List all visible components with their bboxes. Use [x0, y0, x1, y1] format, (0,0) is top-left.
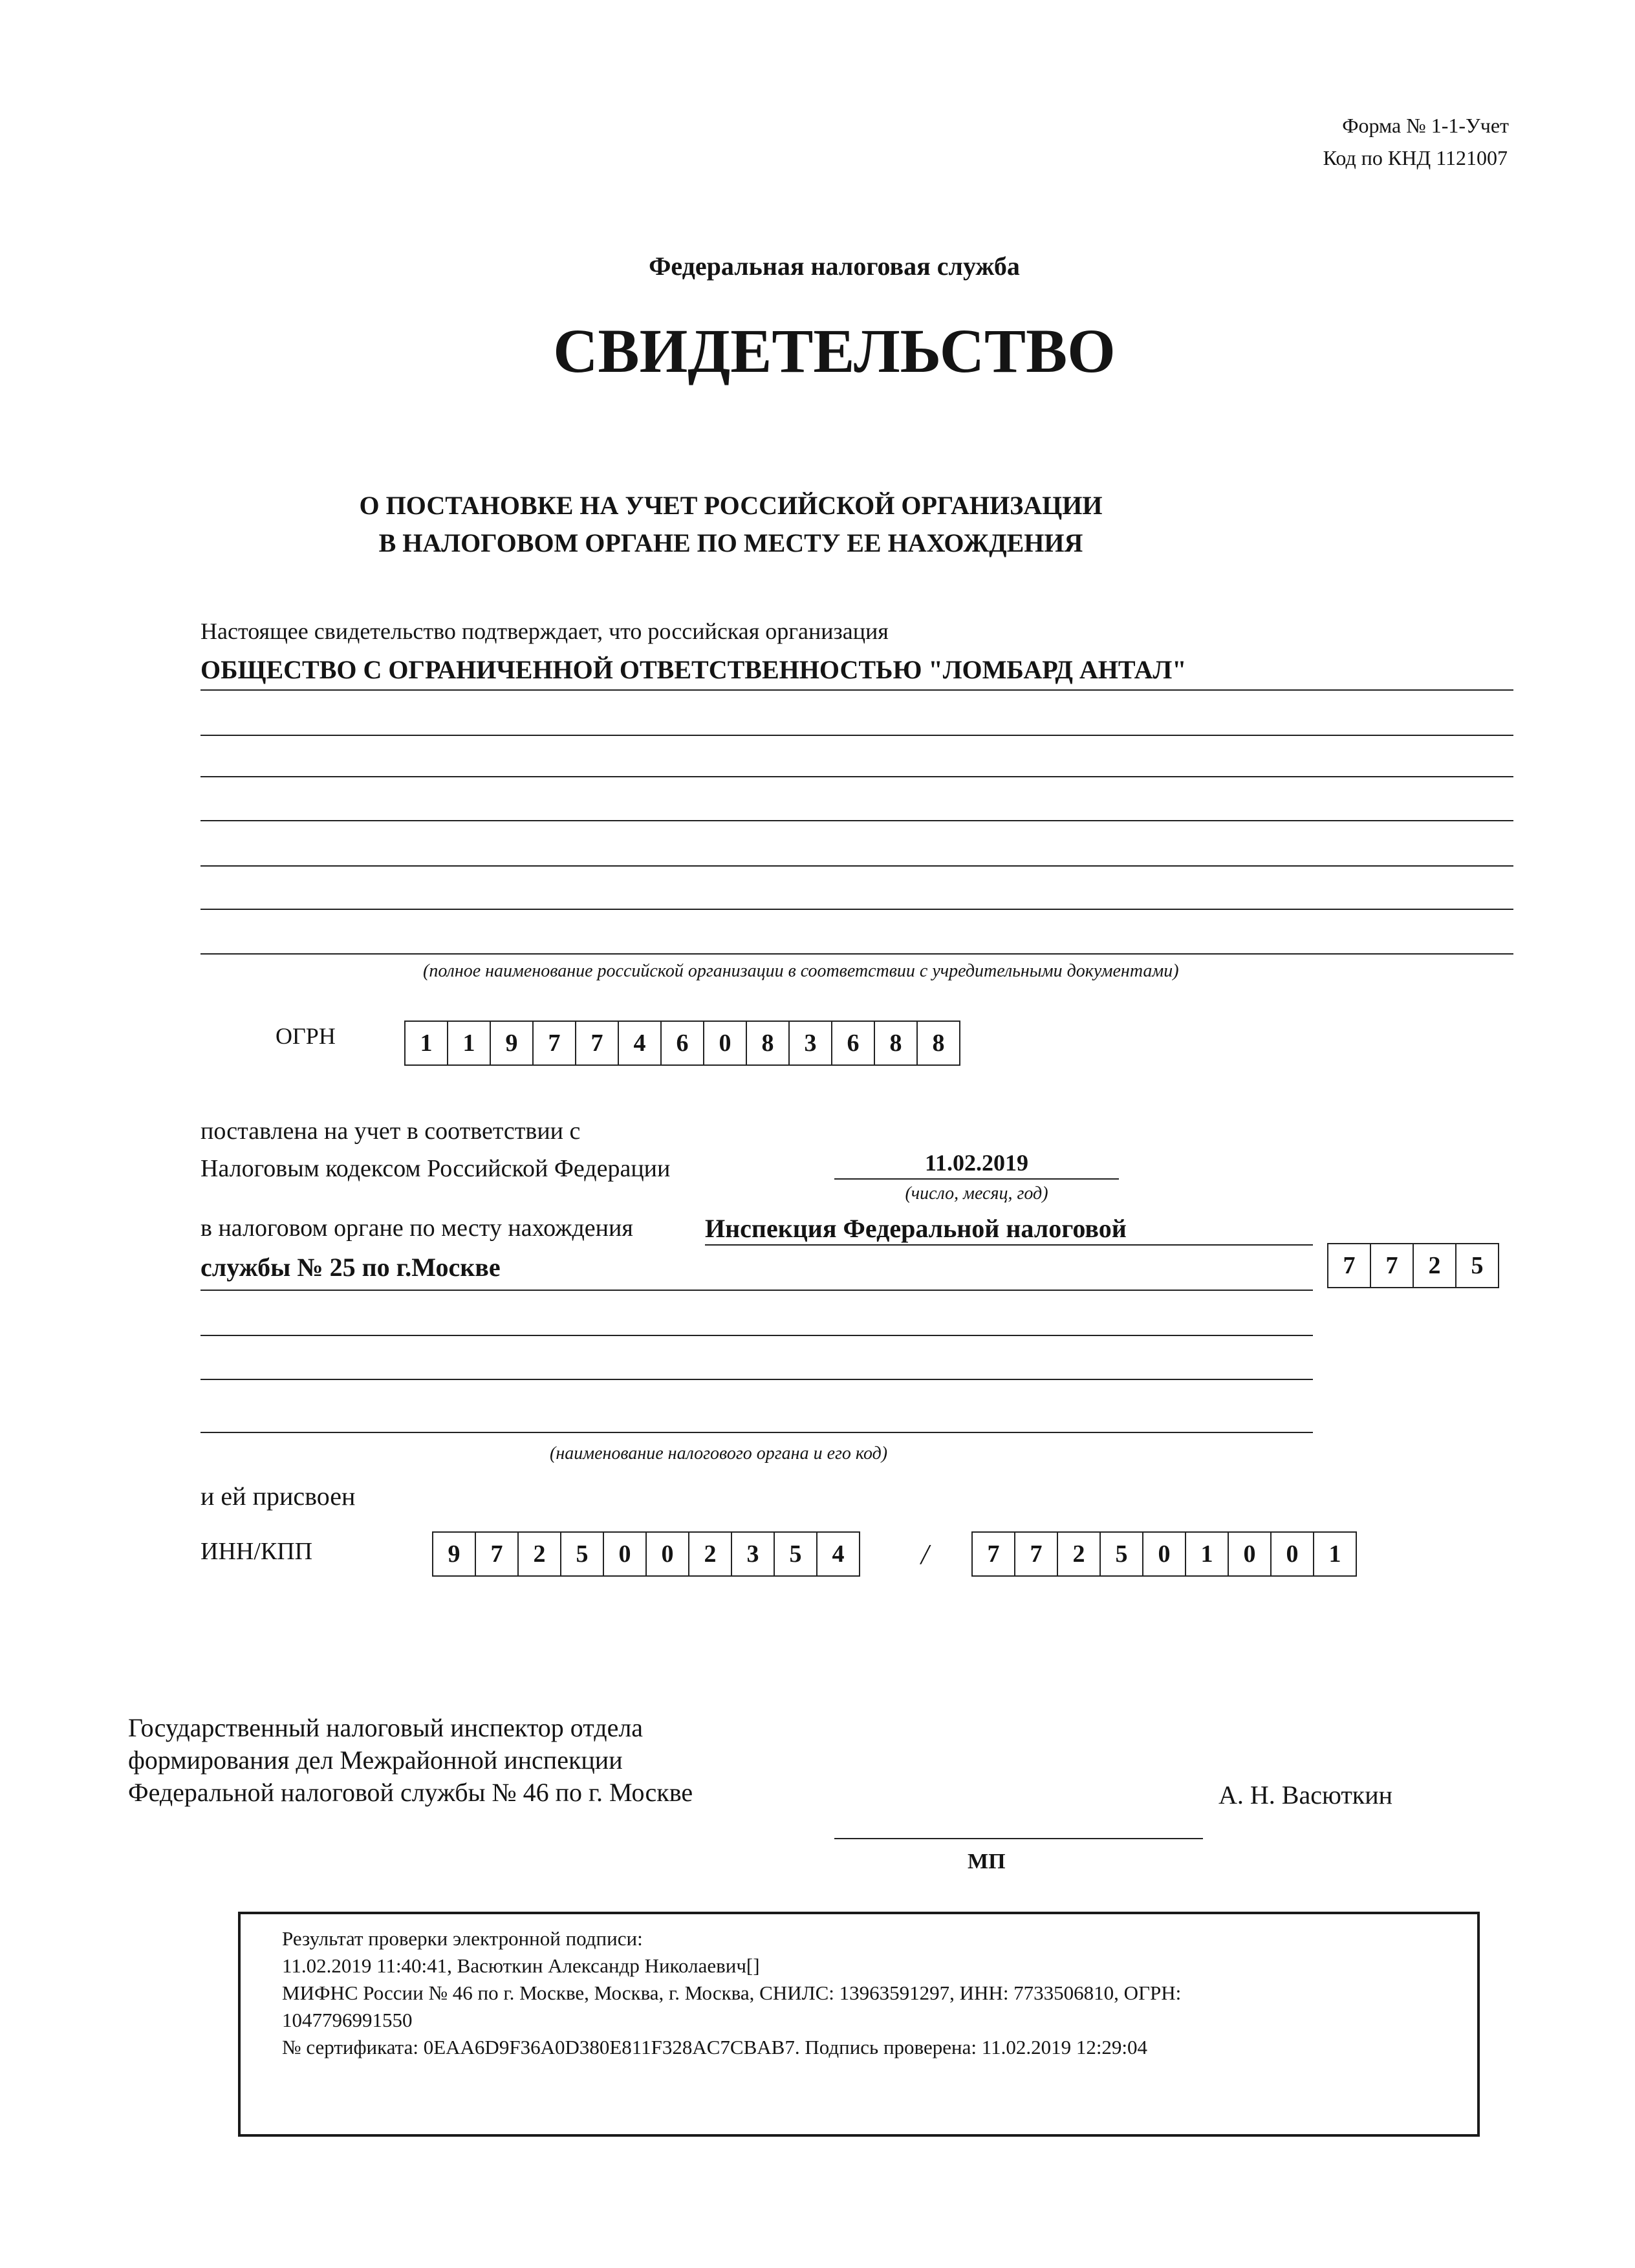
signature-check-line-1: Результат проверки электронной подписи:	[282, 1927, 643, 1950]
signature-check-line-5: № сертификата: 0EAA6D9F36A0D380E811F328AC7CBAB7. Подпись проверена: 11.02.2019 12:29:04	[282, 2036, 1148, 2058]
tax-line-0	[705, 1244, 1313, 1246]
org-line-5	[200, 865, 1513, 867]
inn-digit: 5	[560, 1531, 604, 1577]
assigned-label: и ей присвоен	[200, 1482, 356, 1511]
inn-digit: 9	[432, 1531, 476, 1577]
tax-code-digit: 7	[1370, 1243, 1414, 1288]
registered-line-1: поставлена на учет в соответствии с	[200, 1118, 581, 1145]
registration-date: 11.02.2019	[924, 1150, 1028, 1176]
kpp-cells	[971, 1531, 1357, 1577]
ogrn-digit: 8	[874, 1021, 918, 1066]
kpp-digit: 0	[1270, 1531, 1314, 1577]
intro-text: Настоящее свидетельство подтверждает, что российская организация	[200, 618, 889, 644]
tax-line-3	[200, 1379, 1313, 1380]
tax-line-1	[200, 1290, 1313, 1291]
signature-check-line-4: 1047796991550	[282, 2009, 413, 2031]
inspector-line-2: формирования дел Межрайонной инспекции	[128, 1745, 623, 1775]
ogrn-digit: 1	[404, 1021, 448, 1066]
form-number: Форма № 1-1-Учет	[1342, 114, 1509, 137]
kpp-digit: 0	[1142, 1531, 1186, 1577]
tax-code-digit: 2	[1413, 1243, 1456, 1288]
tax-code-digit: 7	[1327, 1243, 1371, 1288]
tax-authority-code-cells	[1327, 1243, 1499, 1288]
ogrn-digit: 1	[447, 1021, 491, 1066]
inspector-name: А. Н. Васюткин	[1218, 1780, 1393, 1809]
inn-kpp-separator: /	[921, 1539, 929, 1570]
org-line-6	[200, 909, 1513, 910]
inn-cells	[432, 1531, 860, 1577]
inspector-line-3: Федеральной налоговой службы № 46 по г. Москве	[128, 1778, 693, 1807]
kpp-digit: 5	[1099, 1531, 1143, 1577]
organization-name: ОБЩЕСТВО С ОГРАНИЧЕННОЙ ОТВЕТСТВЕННОСТЬЮ "ЛОМБАРД АНТАЛ"	[200, 655, 1187, 684]
tax-authority-caption: (наименование налогового органа и его код)	[550, 1443, 888, 1463]
ogrn-digit: 7	[575, 1021, 619, 1066]
inn-digit: 7	[475, 1531, 519, 1577]
ogrn-digit: 0	[703, 1021, 747, 1066]
org-name-caption: (полное наименование российской организации в соответствии с учредительными документами)	[423, 961, 1179, 981]
tax-code-digit: 5	[1455, 1243, 1499, 1288]
kpp-digit: 7	[1014, 1531, 1058, 1577]
ogrn-digit: 4	[618, 1021, 662, 1066]
ogrn-digit: 7	[532, 1021, 576, 1066]
tax-authority-name-1: Инспекция Федеральной налоговой	[705, 1214, 1127, 1243]
kpp-digit: 2	[1057, 1531, 1101, 1577]
tax-authority-label: в налоговом органе по месту нахождения	[200, 1215, 633, 1242]
ogrn-digit: 3	[788, 1021, 832, 1066]
agency-name: Федеральная налоговая служба	[649, 252, 1020, 281]
inn-digit: 2	[517, 1531, 561, 1577]
ogrn-digit: 9	[490, 1021, 534, 1066]
subtitle-line-2: В НАЛОГОВОМ ОРГАНЕ ПО МЕСТУ ЕЕ НАХОЖДЕНИЯ	[378, 528, 1083, 557]
kpp-digit: 1	[1185, 1531, 1229, 1577]
org-line-4	[200, 820, 1513, 821]
ogrn-label: ОГРН	[276, 1023, 336, 1049]
inn-digit: 2	[688, 1531, 732, 1577]
ogrn-digit: 6	[831, 1021, 875, 1066]
date-caption: (число, месяц, год)	[905, 1183, 1048, 1204]
ogrn-digit: 8	[916, 1021, 960, 1066]
signature-check-line-2: 11.02.2019 11:40:41, Васюткин Александр Николаевич[]	[282, 1954, 760, 1977]
signature-line	[834, 1838, 1203, 1839]
inn-digit: 0	[645, 1531, 689, 1577]
inn-digit: 3	[731, 1531, 775, 1577]
subtitle-line-1: О ПОСТАНОВКЕ НА УЧЕТ РОССИЙСКОЙ ОРГАНИЗАЦИИ	[359, 491, 1103, 520]
org-line-7	[200, 953, 1513, 955]
kpp-digit: 0	[1228, 1531, 1272, 1577]
document-title: СВИДЕТЕЛЬСТВО	[553, 316, 1116, 385]
ogrn-cells	[404, 1021, 960, 1066]
ogrn-digit: 8	[746, 1021, 790, 1066]
knd-code: Код по КНД 1121007	[1323, 146, 1508, 169]
org-line-3	[200, 776, 1513, 777]
stamp-label: МП	[968, 1850, 1006, 1874]
kpp-digit: 1	[1313, 1531, 1357, 1577]
tax-authority-name-2: службы № 25 по г.Москве	[200, 1253, 501, 1282]
inn-digit: 5	[774, 1531, 817, 1577]
signature-check-line-3: МИФНС России № 46 по г. Москве, Москва, г. Москва, СНИЛС: 13963591297, ИНН: 7733506810, ОГРН:	[282, 1982, 1182, 2004]
inspector-line-1: Государственный налоговый инспектор отдела	[128, 1713, 644, 1742]
org-line-2	[200, 735, 1513, 736]
ogrn-digit: 6	[660, 1021, 704, 1066]
date-line	[834, 1178, 1119, 1180]
inn-digit: 0	[603, 1531, 647, 1577]
inn-digit: 4	[816, 1531, 860, 1577]
org-line-1	[200, 689, 1513, 691]
tax-line-2	[200, 1335, 1313, 1336]
tax-line-4	[200, 1432, 1313, 1433]
inn-kpp-label: ИНН/КПП	[200, 1538, 313, 1565]
registered-line-2: Налоговым кодексом Российской Федерации	[200, 1155, 671, 1182]
kpp-digit: 7	[971, 1531, 1015, 1577]
